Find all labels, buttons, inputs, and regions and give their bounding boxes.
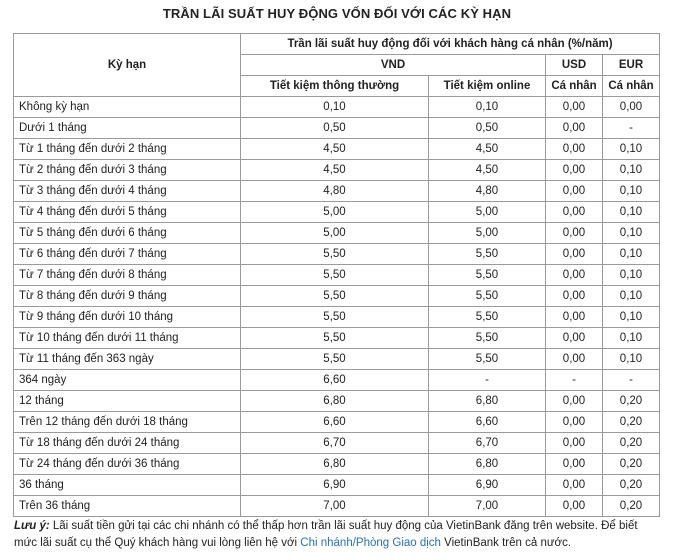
cell-eur: 0,10 bbox=[603, 202, 660, 223]
table-row bbox=[14, 160, 660, 181]
cell-usd: 0,00 bbox=[546, 328, 603, 349]
table-row bbox=[14, 265, 660, 286]
cell-term: 364 ngày bbox=[14, 370, 241, 391]
cell-usd: 0,00 bbox=[546, 223, 603, 244]
table-row bbox=[14, 391, 660, 412]
table-row bbox=[14, 370, 660, 391]
cell-usd: 0,00 bbox=[546, 412, 603, 433]
cell-online: 6,90 bbox=[429, 475, 546, 496]
cell-usd: 0,00 bbox=[546, 202, 603, 223]
cell-term: Từ 3 tháng đến dưới 4 tháng bbox=[14, 181, 241, 202]
cell-usd: 0,00 bbox=[546, 181, 603, 202]
table-row bbox=[14, 286, 660, 307]
cell-online: 5,50 bbox=[429, 244, 546, 265]
note-label: Lưu ý: bbox=[14, 520, 50, 532]
cell-eur: 0,20 bbox=[603, 475, 660, 496]
cell-regular: 7,00 bbox=[241, 496, 429, 517]
cell-usd: 0,00 bbox=[546, 139, 603, 160]
cell-usd: 0,00 bbox=[546, 307, 603, 328]
cell-usd: 0,00 bbox=[546, 454, 603, 475]
cell-usd: 0,00 bbox=[546, 496, 603, 517]
cell-online: 5,50 bbox=[429, 328, 546, 349]
table-row bbox=[14, 97, 660, 118]
table-row bbox=[14, 412, 660, 433]
cell-online: 4,80 bbox=[429, 181, 546, 202]
cell-usd: 0,00 bbox=[546, 286, 603, 307]
header-eur: EUR bbox=[603, 55, 660, 76]
cell-online: 5,50 bbox=[429, 349, 546, 370]
table-row bbox=[14, 349, 660, 370]
cell-online: 7,00 bbox=[429, 496, 546, 517]
table-row bbox=[14, 433, 660, 454]
table-row bbox=[14, 202, 660, 223]
cell-usd: 0,00 bbox=[546, 244, 603, 265]
cell-regular: 5,50 bbox=[241, 244, 429, 265]
cell-usd: 0,00 bbox=[546, 97, 603, 118]
cell-regular: 5,50 bbox=[241, 286, 429, 307]
cell-regular: 4,80 bbox=[241, 181, 429, 202]
cell-eur: 0,10 bbox=[603, 307, 660, 328]
cell-online: 6,80 bbox=[429, 454, 546, 475]
cell-regular: 5,50 bbox=[241, 265, 429, 286]
cell-usd: 0,00 bbox=[546, 349, 603, 370]
header-term: Kỳ hạn bbox=[14, 34, 241, 97]
cell-online: 5,50 bbox=[429, 265, 546, 286]
cell-online: 5,50 bbox=[429, 286, 546, 307]
cell-term: Từ 24 tháng đến dưới 36 tháng bbox=[14, 454, 241, 475]
cell-term: Không kỳ hạn bbox=[14, 97, 241, 118]
cell-term: 12 tháng bbox=[14, 391, 241, 412]
cell-usd: 0,00 bbox=[546, 265, 603, 286]
cell-eur: 0,10 bbox=[603, 349, 660, 370]
header-usd: USD bbox=[546, 55, 603, 76]
table-row bbox=[14, 244, 660, 265]
cell-eur: 0,10 bbox=[603, 265, 660, 286]
cell-usd: 0,00 bbox=[546, 433, 603, 454]
cell-regular: 0,10 bbox=[241, 97, 429, 118]
cell-eur: 0,10 bbox=[603, 160, 660, 181]
cell-regular: 5,50 bbox=[241, 328, 429, 349]
cell-regular: 5,00 bbox=[241, 202, 429, 223]
cell-regular: 6,70 bbox=[241, 433, 429, 454]
note-text-end: VietinBank trên cả nước. bbox=[440, 537, 572, 549]
cell-online: 0,50 bbox=[429, 118, 546, 139]
table-row bbox=[14, 307, 660, 328]
cell-eur: - bbox=[603, 370, 660, 391]
cell-usd: - bbox=[546, 370, 603, 391]
table-row bbox=[14, 454, 660, 475]
cell-online: 4,50 bbox=[429, 160, 546, 181]
cell-online: 5,50 bbox=[429, 307, 546, 328]
cell-usd: 0,00 bbox=[546, 391, 603, 412]
cell-regular: 4,50 bbox=[241, 160, 429, 181]
cell-eur: 0,20 bbox=[603, 412, 660, 433]
table-row bbox=[14, 223, 660, 244]
cell-usd: 0,00 bbox=[546, 475, 603, 496]
cell-regular: 6,80 bbox=[241, 454, 429, 475]
cell-online: 5,00 bbox=[429, 202, 546, 223]
cell-regular: 5,50 bbox=[241, 349, 429, 370]
header-eur-individual: Cá nhân bbox=[603, 76, 660, 97]
cell-regular: 6,90 bbox=[241, 475, 429, 496]
cell-eur: 0,10 bbox=[603, 223, 660, 244]
cell-term: Từ 18 tháng đến dưới 24 tháng bbox=[14, 433, 241, 454]
cell-online: 5,00 bbox=[429, 223, 546, 244]
rate-table bbox=[13, 33, 660, 517]
cell-regular: 6,80 bbox=[241, 391, 429, 412]
cell-eur: 0,20 bbox=[603, 433, 660, 454]
cell-term: 36 tháng bbox=[14, 475, 241, 496]
note bbox=[14, 518, 662, 552]
cell-usd: 0,00 bbox=[546, 160, 603, 181]
cell-regular: 5,50 bbox=[241, 307, 429, 328]
table-row bbox=[14, 118, 660, 139]
header-group: Trần lãi suất huy động đối với khách hàng cá nhân (%/năm) bbox=[241, 34, 660, 55]
cell-term: Từ 8 tháng đến dưới 9 tháng bbox=[14, 286, 241, 307]
table-row bbox=[14, 496, 660, 517]
cell-eur: 0,10 bbox=[603, 139, 660, 160]
cell-eur: 0,20 bbox=[603, 496, 660, 517]
cell-term: Từ 6 tháng đến dưới 7 tháng bbox=[14, 244, 241, 265]
table-row bbox=[14, 475, 660, 496]
table-row bbox=[14, 328, 660, 349]
cell-term: Trên 36 tháng bbox=[14, 496, 241, 517]
cell-term: Từ 7 tháng đến dưới 8 tháng bbox=[14, 265, 241, 286]
cell-eur: 0,10 bbox=[603, 328, 660, 349]
cell-regular: 6,60 bbox=[241, 370, 429, 391]
cell-online: - bbox=[429, 370, 546, 391]
cell-online: 6,80 bbox=[429, 391, 546, 412]
cell-online: 4,50 bbox=[429, 139, 546, 160]
cell-eur: - bbox=[603, 118, 660, 139]
cell-regular: 5,00 bbox=[241, 223, 429, 244]
cell-term: Từ 2 tháng đến dưới 3 tháng bbox=[14, 160, 241, 181]
note-text: Lãi suất tiền gửi tại các chi nhánh có thể thấp hơn trần lãi suất huy động của VietinBank đăng trên website. Để biết mức lãi suất cụ thể Quý khách hàng vui lòng liên hệ với bbox=[14, 520, 638, 549]
table-row bbox=[14, 181, 660, 202]
cell-term: Từ 5 tháng đến dưới 6 tháng bbox=[14, 223, 241, 244]
branch-link[interactable]: Chi nhánh/Phòng Giao dịch bbox=[300, 537, 441, 549]
cell-online: 6,60 bbox=[429, 412, 546, 433]
cell-eur: 0,00 bbox=[603, 97, 660, 118]
cell-regular: 6,60 bbox=[241, 412, 429, 433]
table-row bbox=[14, 139, 660, 160]
header-online: Tiết kiệm online bbox=[429, 76, 546, 97]
cell-eur: 0,20 bbox=[603, 454, 660, 475]
cell-usd: 0,00 bbox=[546, 118, 603, 139]
cell-regular: 0,50 bbox=[241, 118, 429, 139]
page-title: TRẦN LÃI SUẤT HUY ĐỘNG VỐN ĐỐI VỚI CÁC KỲ HẠN bbox=[162, 6, 512, 21]
cell-term: Từ 4 tháng đến dưới 5 tháng bbox=[14, 202, 241, 223]
cell-term: Từ 11 tháng đến 363 ngày bbox=[14, 349, 241, 370]
cell-eur: 0,10 bbox=[603, 181, 660, 202]
cell-term: Dưới 1 tháng bbox=[14, 118, 241, 139]
cell-eur: 0,10 bbox=[603, 244, 660, 265]
cell-term: Từ 9 tháng đến dưới 10 tháng bbox=[14, 307, 241, 328]
cell-term: Từ 1 tháng đến dưới 2 tháng bbox=[14, 139, 241, 160]
header-vnd: VND bbox=[241, 55, 546, 76]
header-regular: Tiết kiệm thông thường bbox=[241, 76, 429, 97]
cell-term: Trên 12 tháng đến dưới 18 tháng bbox=[14, 412, 241, 433]
cell-eur: 0,20 bbox=[603, 391, 660, 412]
cell-online: 0,10 bbox=[429, 97, 546, 118]
cell-online: 6,70 bbox=[429, 433, 546, 454]
header-usd-individual: Cá nhân bbox=[546, 76, 603, 97]
cell-regular: 4,50 bbox=[241, 139, 429, 160]
cell-term: Từ 10 tháng đến dưới 11 tháng bbox=[14, 328, 241, 349]
cell-eur: 0,10 bbox=[603, 286, 660, 307]
